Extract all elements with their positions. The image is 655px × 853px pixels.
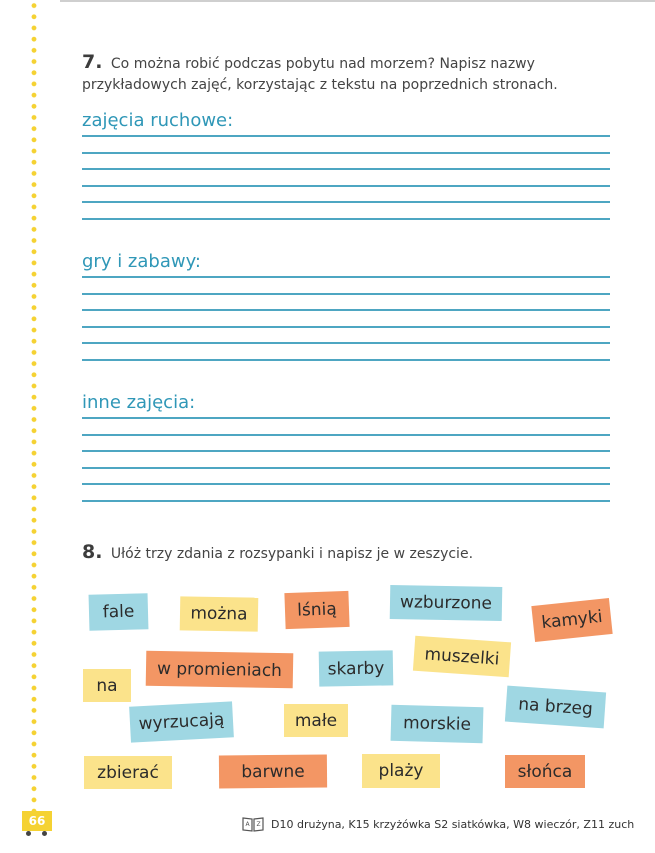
word-card[interactable]: fale <box>89 593 149 631</box>
word-card[interactable]: wzburzone <box>390 585 503 621</box>
word-card[interactable]: kamyki <box>531 598 612 642</box>
word-card[interactable]: na brzeg <box>505 686 606 729</box>
word-card[interactable]: skarby <box>319 650 394 686</box>
top-rule <box>60 0 655 2</box>
section-label-active: zajęcia ruchowe: <box>82 110 234 131</box>
task-number: 7. <box>82 51 103 73</box>
writing-line[interactable] <box>82 500 610 502</box>
writing-line[interactable] <box>82 467 610 469</box>
page-number: 66 <box>22 811 52 831</box>
writing-line[interactable] <box>82 359 610 361</box>
task-instruction: Ułóż trzy zdania z rozsypanki i napisz je w zeszycie. <box>110 546 474 562</box>
writing-line[interactable] <box>82 185 610 187</box>
word-card[interactable]: na <box>83 669 131 702</box>
writing-line[interactable] <box>82 293 610 295</box>
writing-line[interactable] <box>82 483 610 485</box>
word-card[interactable]: wyrzucają <box>129 701 234 742</box>
svg-text:A: A <box>245 821 250 828</box>
writing-line[interactable] <box>82 201 610 203</box>
footer-glossary <box>241 816 634 832</box>
writing-line[interactable] <box>82 326 610 328</box>
writing-line[interactable] <box>82 276 610 278</box>
word-card[interactable]: w promieniach <box>146 651 294 689</box>
writing-line[interactable] <box>82 342 610 344</box>
task-8 <box>82 541 473 563</box>
word-card[interactable]: lśnią <box>284 591 349 629</box>
page-number-decoration <box>24 831 50 837</box>
writing-line[interactable] <box>82 218 610 220</box>
writing-line[interactable] <box>82 168 610 170</box>
writing-line[interactable] <box>82 309 610 311</box>
svg-text:Z: Z <box>256 821 261 828</box>
word-card[interactable]: morskie <box>391 705 484 743</box>
writing-lines-active[interactable] <box>82 135 610 234</box>
writing-lines-other[interactable] <box>82 417 610 516</box>
writing-line[interactable] <box>82 434 610 436</box>
word-card[interactable]: słońca <box>505 755 585 788</box>
section-label-games: gry i zabawy: <box>82 251 201 272</box>
dotted-margin <box>29 0 39 812</box>
book-icon <box>241 816 265 832</box>
writing-line[interactable] <box>82 135 610 137</box>
task-number: 8. <box>82 541 103 563</box>
section-label-other: inne zajęcia: <box>82 392 196 413</box>
task-7 <box>82 52 582 96</box>
word-card[interactable]: można <box>180 596 259 631</box>
writing-line[interactable] <box>82 450 610 452</box>
writing-lines-games[interactable] <box>82 276 610 375</box>
footer-text: D10 drużyna, K15 krzyżówka S2 siatkówka, W8 wieczór, Z11 zuch <box>271 817 635 831</box>
task-instruction: Co można robić podczas pobytu nad morzem? Napisz nazwy przykładowych zajęć, korzystając z tekstu na poprzednich stronach. <box>82 56 558 93</box>
word-card[interactable]: plaży <box>362 754 440 788</box>
word-card[interactable]: zbierać <box>84 756 172 789</box>
writing-line[interactable] <box>82 152 610 154</box>
word-card[interactable]: barwne <box>219 755 327 789</box>
word-card[interactable]: małe <box>284 704 348 737</box>
writing-line[interactable] <box>82 417 610 419</box>
word-card[interactable]: muszelki <box>413 636 511 678</box>
